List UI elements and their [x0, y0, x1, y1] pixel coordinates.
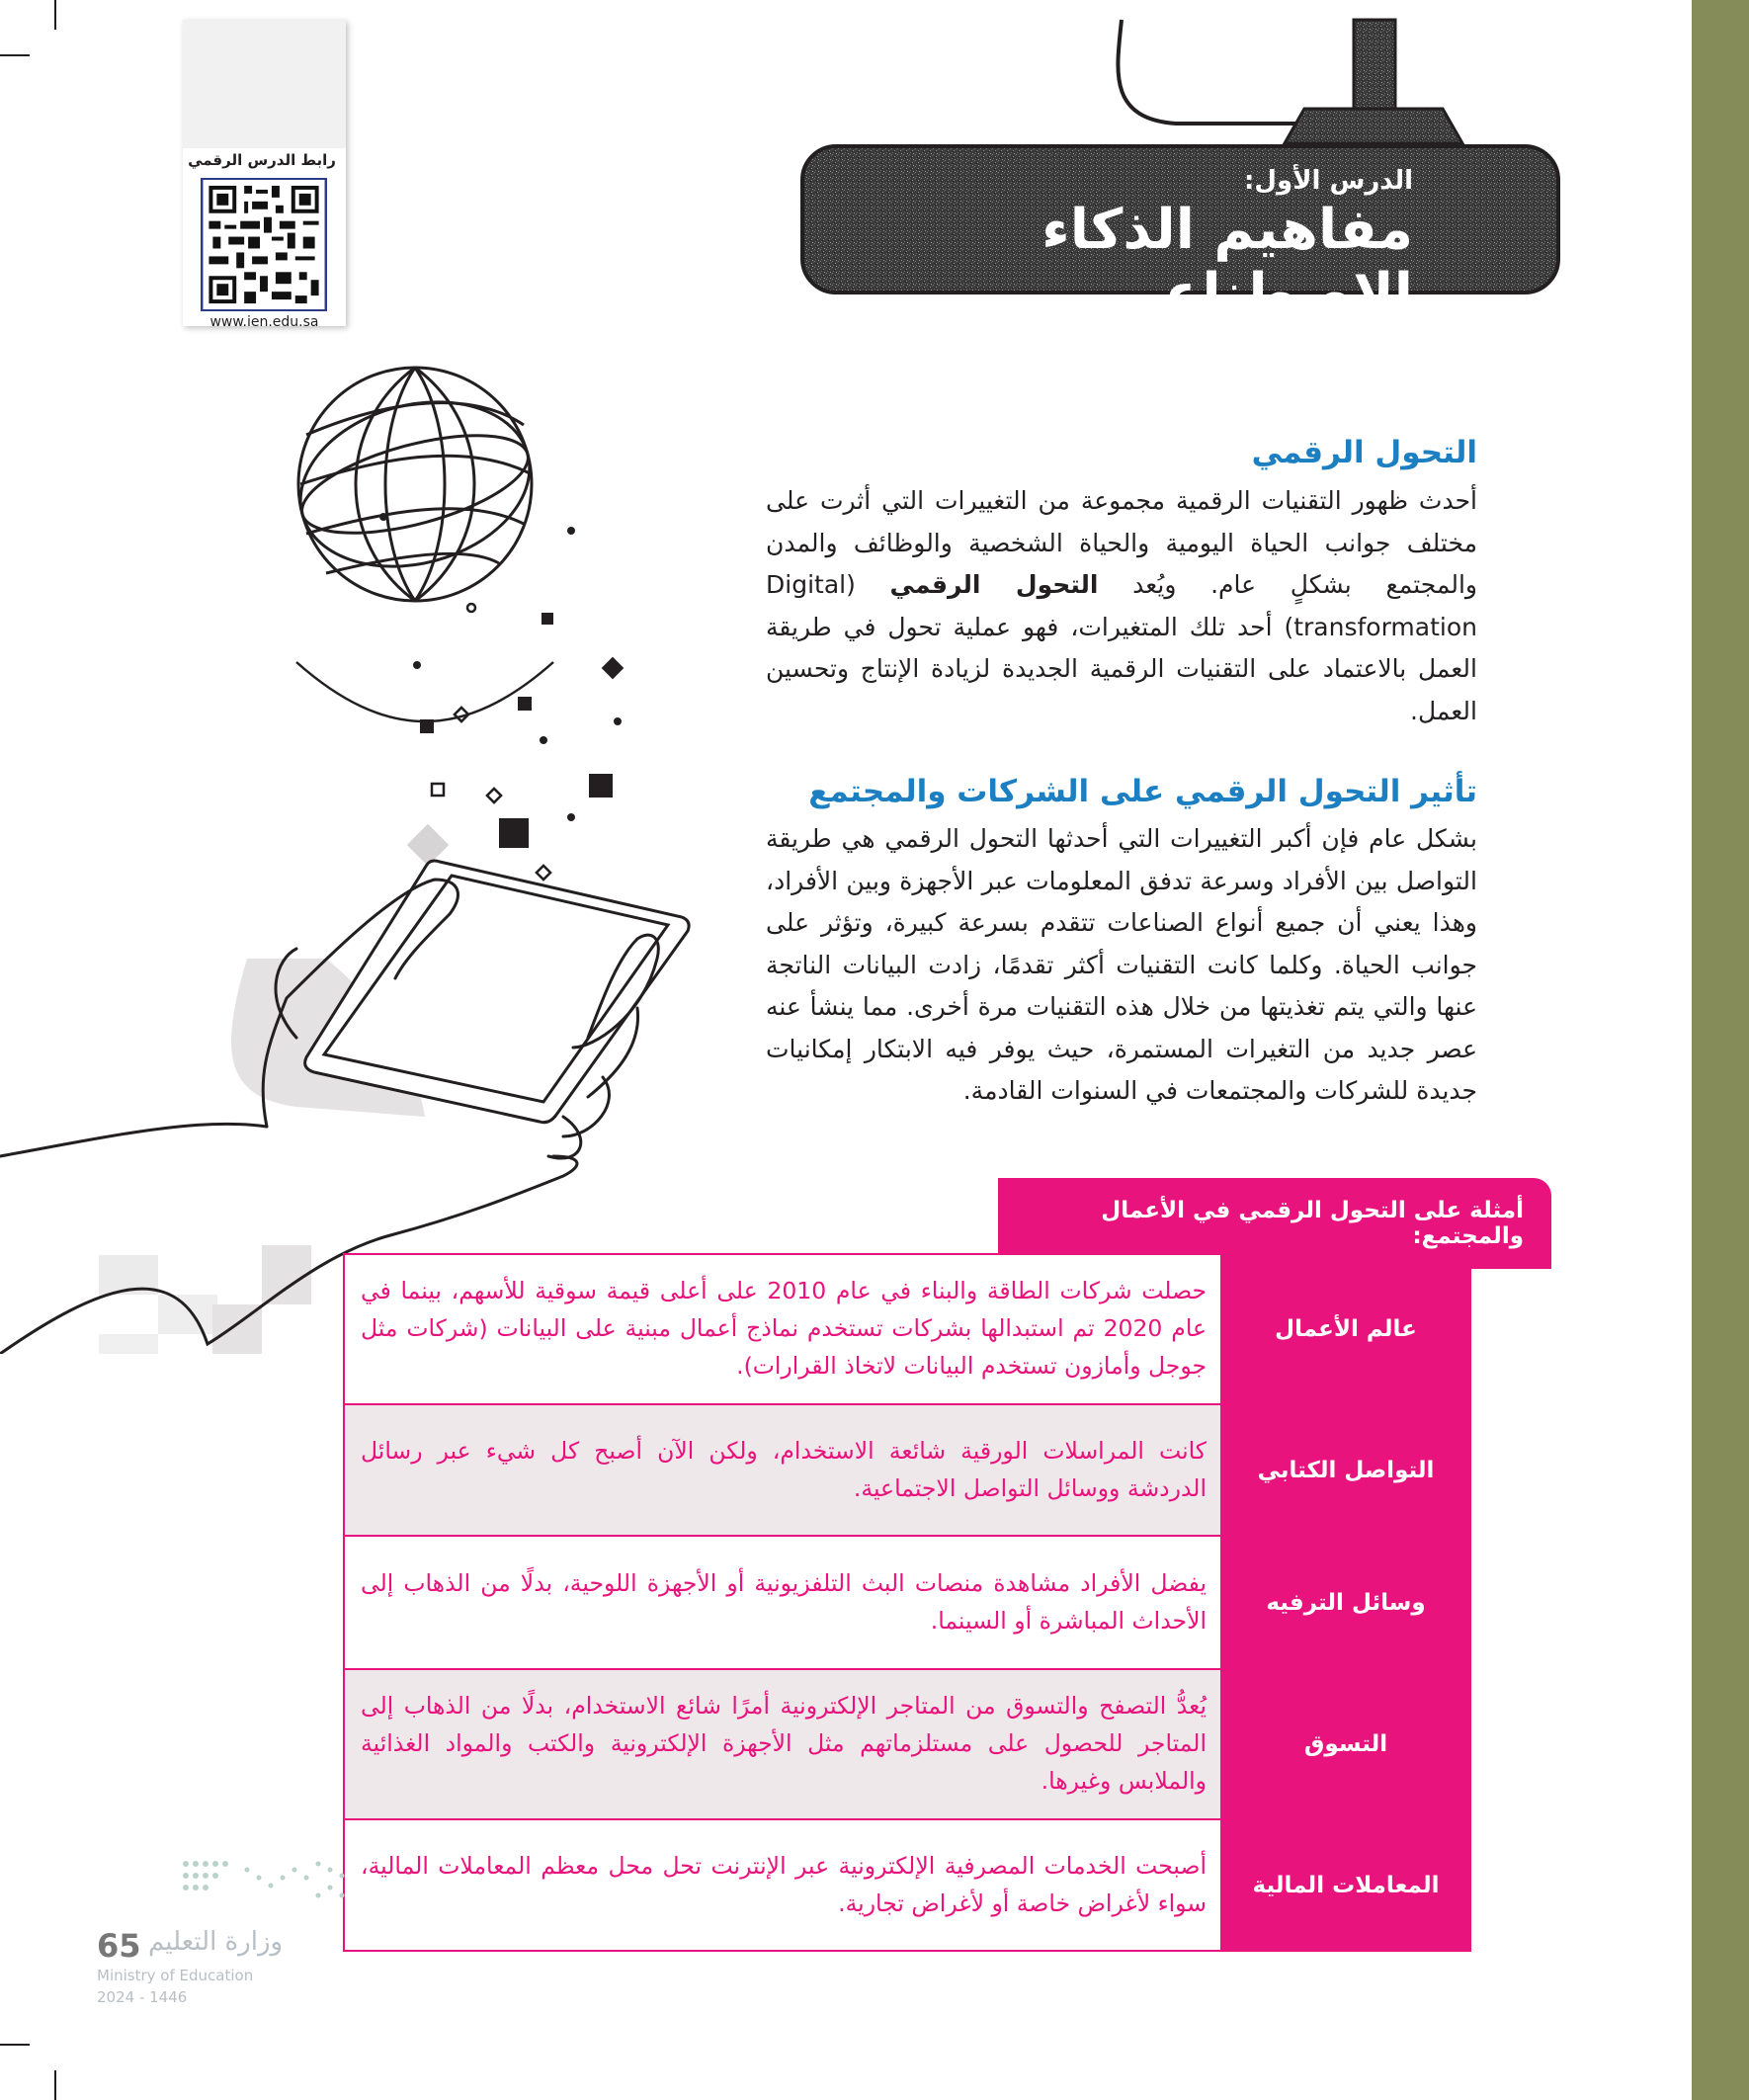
- section-heading-digital-transformation: التحول الرقمي: [1251, 435, 1477, 470]
- row-label: التسوق: [1221, 1669, 1470, 1819]
- page-number: 65: [97, 1927, 141, 1965]
- row-label: عالم الأعمال: [1221, 1254, 1470, 1404]
- crop-mark: [0, 54, 30, 56]
- ministry-name-ar: وزارة التعليم: [148, 1927, 284, 1957]
- row-description: أصبحت الخدمات المصرفية الإلكترونية عبر الإنترنت تحل محل معظم المعاملات المالية، سواء لأغراض خاصة أو لأغراض تجارية.: [344, 1819, 1221, 1951]
- crop-mark: [0, 2044, 30, 2046]
- term-bold: التحول الرقمي: [889, 570, 1099, 599]
- body-text-part: أحدث ظهور التقنيات الرقمية مجموعة من التغييرات التي أثرت على مختلف جوانب الحياة اليومية والحياة الشخصية والوظائف والمدن والمجتمع بشكلٍ عام. ويُعد: [766, 486, 1477, 599]
- lesson-title: مفاهيم الذكاء الاصطناعي: [1041, 198, 1413, 326]
- ministry-logo-icon: [178, 1856, 356, 1910]
- section-heading-impact: تأثير التحول الرقمي على الشركات والمجتمع: [808, 774, 1477, 809]
- row-label: المعاملات المالية: [1221, 1819, 1470, 1951]
- lesson-banner: [791, 0, 1561, 326]
- examples-table: [343, 1253, 1471, 1952]
- row-description: يُعدُّ التصفح والتسوق من المتاجر الإلكترونية أمرًا شائع الاستخدام، بدلًا من الذهاب إلى المتاجر للحصول على مستلزماتهم مثل الأجهزة الإلكترونية والكتب والمواد الغذائية والملابس وغيرها.: [344, 1669, 1221, 1819]
- lesson-label: الدرس الأول:: [1244, 166, 1413, 196]
- row-description: حصلت شركات الطاقة والبناء في عام 2010 على أعلى قيمة سوقية للأسهم، بينما في عام 2020 تم استبدالها بشركات تستخدم نماذج أعمال مبنية على البيانات (شركات مثل جوجل وأمازون تستخدم البيانات لاتخاذ القرارات).: [344, 1254, 1221, 1404]
- qr-title: رابط الدرس الرقمي: [188, 151, 336, 169]
- table-row: [344, 1254, 1470, 1404]
- table-row: [344, 1536, 1470, 1669]
- row-label: وسائل الترفيه: [1221, 1536, 1470, 1669]
- table-row: [344, 1404, 1470, 1536]
- section-body-digital-transformation: [766, 480, 1477, 732]
- section-body-impact: بشكل عام فإن أكبر التغييرات التي أحدثها التحول الرقمي هي طريقة التواصل بين الأفراد وسرعة تدفق المعلومات عبر الأجهزة وبين الأفراد، وهذا يعني أن جميع أنواع الصناعات تتقدم بسرعة كبيرة، وتؤثر على جوانب الحياة. وكلما كانت التقنيات أكثر تقدمًا، زادت البيانات الناتجة عنها والتي يتم تغذيتها من خلال هذه التقنيات مرة أخرى. مما ينشأ عنه عصر جديد من التغيرات المستمرة، حيث يوفر فيه الابتكار إمكانيات جديدة للشركات والمجتمعات في السنوات القادمة.: [766, 824, 1477, 1105]
- crop-mark: [54, 0, 56, 30]
- body-text-part: (Digital transformation) أحد تلك المتغيرات، فهو عملية تحول في طريقة العمل بالاعتماد على التقنيات الرقمية الجديدة لزيادة الإنتاج وتحسين العمل.: [766, 570, 1477, 725]
- row-label: التواصل الكتابي: [1221, 1404, 1470, 1536]
- edition-year: 2024 - 1446: [97, 1988, 188, 2006]
- row-description: كانت المراسلات الورقية شائعة الاستخدام، ولكن الآن أصبح كل شيء عبر رسائل الدردشة ووسائل التواصل الاجتماعية.: [344, 1404, 1221, 1536]
- examples-header-text: أمثلة على التحول الرقمي في الأعمال والمجتمع:: [1101, 1198, 1524, 1249]
- page-side-edge: [1688, 0, 1692, 2100]
- table-row: [344, 1819, 1470, 1951]
- ministry-name-en: Ministry of Education: [97, 1967, 254, 1984]
- table-row: [344, 1669, 1470, 1819]
- row-description: يفضل الأفراد مشاهدة منصات البث التلفزيونية أو الأجهزة اللوحية، بدلًا من الذهاب إلى الأحداث المباشرة أو السينما.: [344, 1536, 1221, 1669]
- qr-url[interactable]: www.ien.edu.sa: [209, 314, 319, 330]
- crop-mark: [54, 2070, 56, 2100]
- qr-card[interactable]: [183, 20, 346, 330]
- page-side-bar: [1692, 0, 1749, 2100]
- qr-code-icon[interactable]: [201, 178, 327, 311]
- digital-transformation-illustration: [0, 366, 711, 1354]
- qr-card-shade: [183, 20, 346, 148]
